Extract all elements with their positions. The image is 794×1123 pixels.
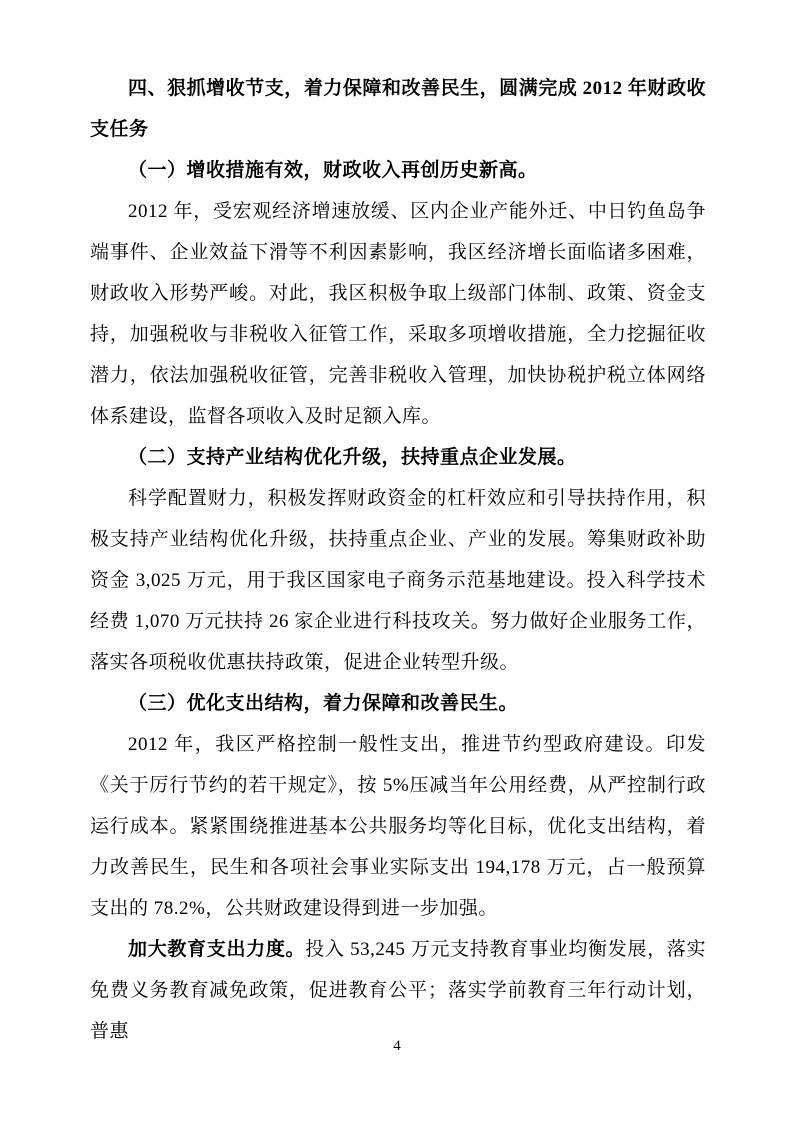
text-segment: 投入 53,245 万元支持教育事业均衡发展，落实免费义务教育减免政策，促进教育公平；落实学前教育三年行动计划，普惠	[90, 939, 706, 1042]
paragraph	[90, 929, 706, 1052]
subsection-heading-3	[90, 683, 706, 724]
bold-text-segment: （二）支持产业结构优化升级，扶持重点企业发展。	[128, 447, 577, 468]
text-segment: 2012 年，受宏观经济增速放缓、区内企业产能外迁、中日钓鱼岛争端事件、企业效益下滑等不利因素影响，我区经济增长面临诸多困难，财政收入形势严峻。对此，我区积极争取上级部门体制、政策、资金支持，加强税收与非税收入征管工作，采取多项增收措施，全力挖掘征收潜力，依法加强税收征管，完善非税收入管理，加快协税护税立体网络体系建设，监督各项收入及时足额入库。	[90, 201, 706, 427]
bold-text-segment: 加大教育支出力度。	[128, 939, 306, 960]
paragraph	[90, 478, 706, 683]
text-segment: 科学配置财力，积极发挥财政资金的杠杆效应和引导扶持作用，积极支持产业结构优化升级，扶持重点企业、产业的发展。筹集财政补助资金 3,025 万元，用于我区国家电子商务示范基地建设。投入科学技术经费 1,070 万元扶持 26 家企业进行科技攻关。努力做好企业服务工作，落实各项税收优惠扶持政策，促进企业转型升级。	[90, 488, 706, 673]
paragraph	[90, 191, 706, 437]
document-body	[90, 68, 706, 1052]
bold-text-segment: 四、狠抓增收节支，着力保障和改善民生，圆满完成 2012 年财政收支任务	[90, 78, 706, 140]
text-segment: 2012 年，我区严格控制一般性支出，推进节约型政府建设。印发《关于厉行节约的若干规定》，按 5%压减当年公用经费，从严控制行政运行成本。紧紧围绕推进基本公共服务均等化目标，优化支出结构，着力改善民生，民生和各项社会事业实际支出 194,178 万元，占一般预算支出的 78.2%，公共财政建设得到进一步加强。	[90, 734, 706, 919]
bold-text-segment: （一）增收措施有效，财政收入再创历史新高。	[128, 160, 538, 181]
subsection-heading-1	[90, 150, 706, 191]
bold-text-segment: （三）优化支出结构，着力保障和改善民生。	[128, 693, 519, 714]
paragraph	[90, 724, 706, 929]
page-number: 4	[393, 1038, 401, 1054]
section-heading	[90, 68, 706, 150]
subsection-heading-2	[90, 437, 706, 478]
